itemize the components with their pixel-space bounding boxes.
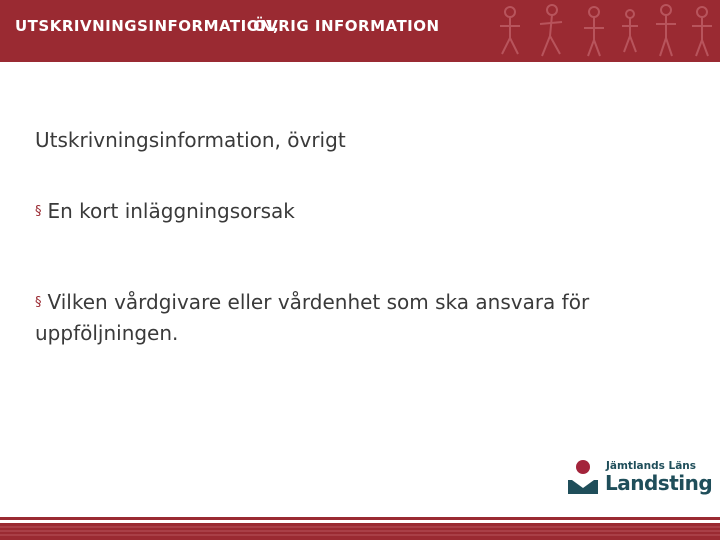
- title-part-1: UTSKRIVNINGSINFORMATION,: [15, 17, 280, 35]
- slide-content: [35, 128, 675, 348]
- bullet-marker-icon: §: [35, 204, 42, 219]
- bullet-item: [35, 196, 675, 227]
- bullet-text: En kort inläggningsorsak: [47, 199, 295, 223]
- slide-header: [0, 0, 720, 62]
- footer-stripes: [0, 517, 720, 540]
- people-silhouettes-icon: [490, 0, 720, 62]
- landsting-emblem-icon: [566, 458, 602, 498]
- landsting-logo: [566, 458, 713, 498]
- title-part-2: ÖVRIG INFORMATION: [253, 17, 440, 35]
- slide-title: [15, 17, 440, 35]
- bullet-item: [35, 287, 675, 348]
- bullet-marker-icon: §: [35, 295, 42, 310]
- slide-subtitle: Utskrivningsinformation, övrigt: [35, 128, 346, 152]
- bullet-text: Vilken vårdgivare eller vårdenhet som ska ansvara för uppföljningen.: [35, 290, 590, 345]
- logo-line-1: Jämtlands Läns: [606, 460, 697, 472]
- logo-line-2: Landsting: [605, 471, 713, 495]
